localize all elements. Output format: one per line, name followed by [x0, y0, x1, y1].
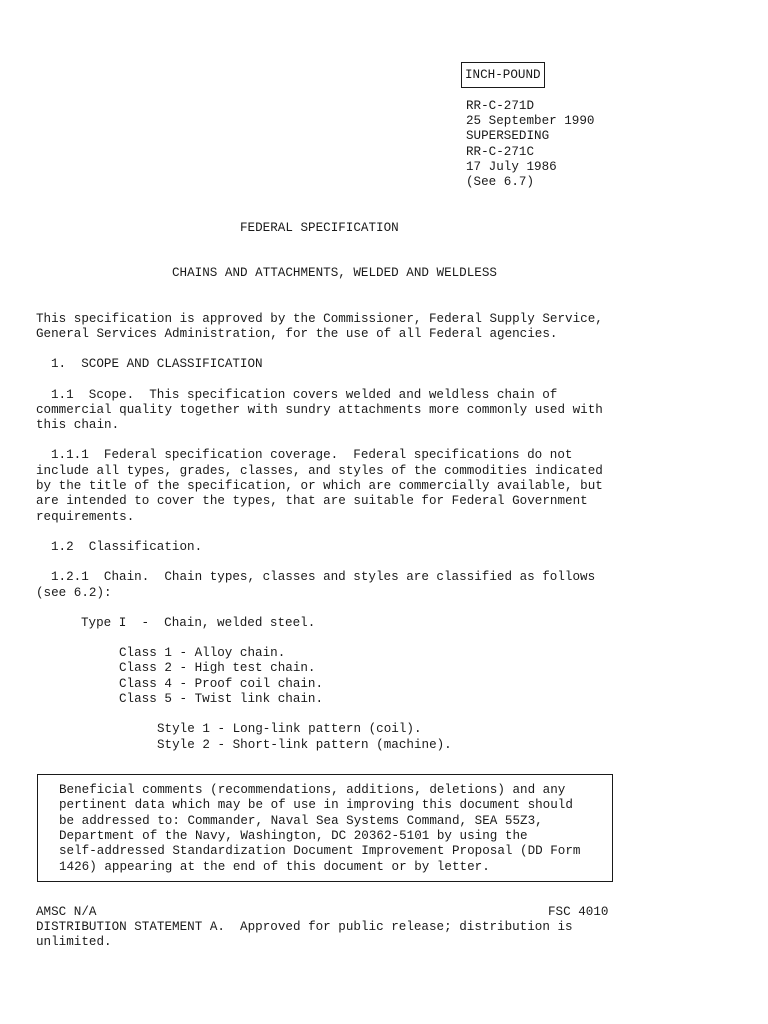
style-item: Style 2 - Short-link pattern (machine). — [157, 738, 452, 752]
notice-line: 1426) appearing at the end of this document or by letter. — [59, 860, 490, 874]
notice-line: Department of the Navy, Washington, DC 20362-5101 by using the — [59, 829, 528, 843]
notice-line: pertinent data which may be of use in improving this document should — [59, 798, 573, 812]
class-item: Class 2 - High test chain. — [119, 661, 316, 675]
style-item: Style 1 - Long-link pattern (coil). — [157, 722, 422, 736]
amsc-code: AMSC N/A — [36, 905, 97, 919]
coverage-paragraph-line: include all types, grades, classes, and styles of the commodities indicated — [36, 464, 603, 478]
superseded-date: 17 July 1986 — [466, 160, 557, 174]
notice-line: Beneficial comments (recommendations, additions, deletions) and any — [59, 783, 566, 797]
notice-line: be addressed to: Commander, Naval Sea Systems Command, SEA 55Z3, — [59, 814, 543, 828]
scope-paragraph-line: 1.1 Scope. This specification covers welded and weldless chain of — [51, 388, 558, 402]
chain-paragraph-line: 1.2.1 Chain. Chain types, classes and styles are classified as follows — [51, 570, 596, 584]
coverage-paragraph-line: are intended to cover the types, that are suitable for Federal Government — [36, 494, 588, 508]
distribution-statement-line: unlimited. — [36, 935, 112, 949]
coverage-paragraph-line: 1.1.1 Federal specification coverage. Federal specifications do not — [51, 448, 573, 462]
chain-paragraph-line: (see 6.2): — [36, 586, 112, 600]
approval-line-2: General Services Administration, for the use of all Federal agencies. — [36, 327, 558, 341]
section-1-heading: 1. SCOPE AND CLASSIFICATION — [51, 357, 263, 371]
superseding-label: SUPERSEDING — [466, 129, 550, 143]
class-item: Class 4 - Proof coil chain. — [119, 677, 324, 691]
class-item: Class 1 - Alloy chain. — [119, 646, 286, 660]
distribution-statement-line: DISTRIBUTION STATEMENT A. Approved for public release; distribution is — [36, 920, 573, 934]
spec-subject-title: CHAINS AND ATTACHMENTS, WELDED AND WELDLESS — [172, 266, 497, 280]
doc-date: 25 September 1990 — [466, 114, 595, 128]
see-note: (See 6.7) — [466, 175, 535, 189]
coverage-paragraph-line: requirements. — [36, 510, 135, 524]
superseded-id: RR-C-271C — [466, 145, 535, 159]
doc-id: RR-C-271D — [466, 99, 535, 113]
type-line: Type I - Chain, welded steel. — [81, 616, 316, 630]
approval-line-1: This specification is approved by the Commissioner, Federal Supply Service, — [36, 312, 603, 326]
scope-paragraph-line: commercial quality together with sundry attachments more commonly used with — [36, 403, 603, 417]
coverage-paragraph-line: by the title of the specification, or which are commercially available, but — [36, 479, 603, 493]
class-item: Class 5 - Twist link chain. — [119, 692, 324, 706]
badge-label: INCH-POUND — [465, 68, 541, 82]
notice-line: self-addressed Standardization Document Improvement Proposal (DD Form — [59, 844, 581, 858]
comments-notice-box — [37, 774, 613, 882]
classification-heading: 1.2 Classification. — [51, 540, 203, 554]
fsc-code: FSC 4010 — [548, 905, 609, 919]
inch-pound-badge — [460, 60, 546, 90]
scope-paragraph-line: this chain. — [36, 418, 120, 432]
spec-type-title: FEDERAL SPECIFICATION — [240, 221, 399, 235]
